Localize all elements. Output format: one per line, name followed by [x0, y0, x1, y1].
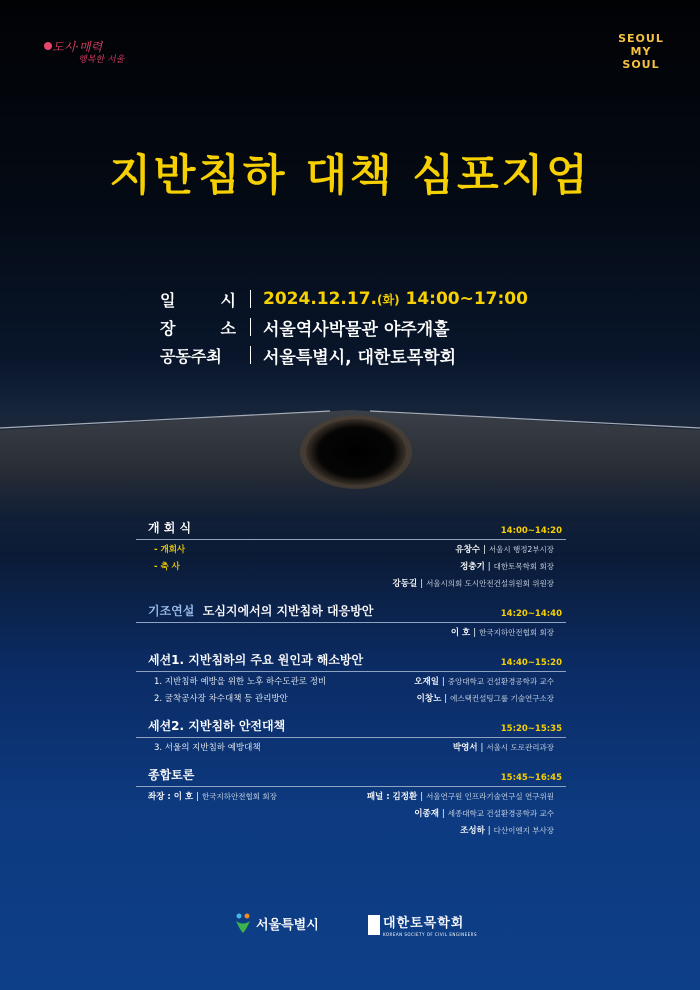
page-title: 지반침하 대책 심포지엄: [109, 151, 591, 201]
list-item: 2. 굴착공사장 차수대책 등 관리방안 이창노 | 에스택컨설팅그룹 기술연구소장: [154, 694, 554, 704]
event-info: [160, 285, 580, 369]
logo-dot-icon: [44, 42, 52, 50]
seoul-city-logo: [234, 912, 319, 934]
speaker-name: 박영서: [452, 743, 478, 753]
speaker-name: 오재일: [414, 677, 439, 687]
speaker-role: 한국지하안전협회 회장: [479, 628, 554, 637]
item-label: - 개회사: [154, 545, 186, 555]
speaker-name: 이창노: [416, 694, 442, 704]
speaker-role: 대한토목학회 회장: [493, 562, 554, 571]
speaker-role: 서울시 도로관리과장: [486, 743, 554, 752]
topic-text: 3. 서울의 지반침하 예방대책: [154, 743, 261, 753]
info-label: 일 시: [160, 290, 236, 310]
section-header: [136, 765, 566, 787]
section-time: 14:20~14:40: [500, 609, 562, 619]
section-time: 15:20~15:35: [500, 724, 562, 734]
slogan-line2: 행복한 서울: [78, 55, 125, 65]
list-item: 이 호 | 한국지하안전협회 회장: [450, 628, 554, 638]
section-discussion: [136, 765, 566, 838]
speaker-role: 에스택컨설팅그룹 기술연구소장: [450, 694, 554, 703]
ksce-logo: [368, 912, 477, 937]
panel-role: 서울연구원 인프라기술연구실 연구위원: [426, 792, 554, 801]
section-title: 세션2. 지반침하 안전대책: [148, 719, 286, 733]
speaker-role: 중앙대학교 건설환경공학과 교수: [447, 677, 554, 686]
road-sinkhole-image: [0, 392, 700, 522]
section-session2: [136, 716, 566, 755]
divider: [250, 290, 251, 308]
item-label: - 축 사: [154, 562, 180, 572]
chair-label: 좌장 : 이 호: [148, 792, 194, 802]
topic-text: 1. 지반침하 예방을 위한 노후 하수도관로 정비: [154, 677, 327, 687]
speaker-name: 정충기: [460, 562, 485, 572]
section-header: [136, 601, 566, 623]
section-header: [136, 650, 566, 672]
topic-text: 2. 굴착공사장 차수대책 등 관리방안: [154, 694, 288, 704]
brand-line1: SEOUL: [618, 32, 664, 45]
section-title: 도심지에서의 지반침하 대응방안: [202, 604, 374, 618]
ksce-name: 대한토목학회: [383, 916, 465, 931]
info-row-host: [160, 341, 580, 369]
speaker-name: 강동길: [392, 579, 418, 589]
list-item: 좌장 : 이 호 | 한국지하안전협회 회장 패널 : 김정환 | 서울연구원 인프라기술연구실 연구위원: [148, 792, 554, 802]
chair-role: 한국지하안전협회 회장: [202, 792, 277, 801]
weekday-text: (화): [377, 293, 400, 307]
section-prefix: 기조연설: [148, 604, 195, 618]
speaker-role: 서울시 행정2부시장: [488, 545, 554, 554]
info-row-date: [160, 285, 580, 313]
list-item: - 축 사 정충기 | 대한토목학회 회장: [154, 562, 554, 572]
seoul-city-name: 서울특별시: [256, 917, 319, 933]
divider: [250, 346, 251, 364]
list-item: 이종재 | 세종대학교 건설환경공학과 교수: [414, 809, 554, 819]
divider: [250, 318, 251, 336]
info-row-venue: [160, 313, 580, 341]
info-label: 장 소: [160, 318, 236, 338]
section-time: 15:45~16:45: [500, 773, 562, 783]
speaker-name: 이 호: [450, 628, 471, 638]
info-value-host: 서울특별시, 대한토목학회: [263, 347, 457, 368]
time-text: 14:00~17:00: [399, 289, 528, 309]
list-item: - 개회사 유창수 | 서울시 행정2부시장: [154, 545, 554, 555]
section-time: 14:00~14:20: [500, 526, 562, 536]
section-keynote: [136, 601, 566, 640]
program-schedule: [136, 518, 566, 838]
section-opening: [136, 518, 566, 591]
section-title: 종합토론: [148, 768, 195, 782]
ksce-english-name: KOREAN SOCIETY OF CIVIL ENGINEERS: [383, 932, 477, 937]
ksce-symbol-icon: [368, 915, 380, 935]
section-title: 개 회 식: [148, 521, 192, 535]
seoul-my-soul-logo: [618, 32, 664, 71]
list-item: 조성하 | 다산이엔지 부사장: [460, 826, 554, 836]
info-value-venue: 서울역사박물관 야주개홀: [263, 319, 450, 340]
date-text: 2024.12.17.: [263, 289, 378, 309]
panel-label: 패널 : 김정환: [366, 792, 418, 802]
list-item: 강동길 | 서울시의회 도시안전건설위원회 위원장: [392, 579, 554, 589]
section-header: [136, 518, 566, 540]
section-time: 14:40~15:20: [500, 658, 562, 668]
speaker-name: 유창수: [455, 545, 480, 555]
brand-line2: MY SOUL: [622, 45, 660, 71]
speaker-role: 서울시의회 도시안전건설위원회 위원장: [426, 579, 554, 588]
section-title: 세션1. 지반침하의 주요 원인과 해소방안: [148, 653, 364, 667]
list-item: 1. 지반침하 예방을 위한 노후 하수도관로 정비 오재일 | 중앙대학교 건설환경공학과 교수: [154, 677, 554, 687]
section-header: [136, 716, 566, 738]
seoul-symbol-icon: [234, 912, 252, 934]
info-label: 공동주최: [160, 346, 222, 366]
section-session1: [136, 650, 566, 706]
speaker-role: 다산이엔지 부사장: [493, 826, 554, 835]
speaker-name: 이종재: [414, 809, 439, 819]
slogan-line1: 도시·매력: [52, 40, 103, 54]
seoul-slogan-logo: [40, 36, 130, 70]
list-item: 3. 서울의 지반침하 예방대책 박영서 | 서울시 도로관리과장: [154, 743, 554, 753]
speaker-role: 세종대학교 건설환경공학과 교수: [447, 809, 554, 818]
speaker-name: 조성하: [460, 826, 485, 836]
info-value-date: [263, 289, 528, 309]
